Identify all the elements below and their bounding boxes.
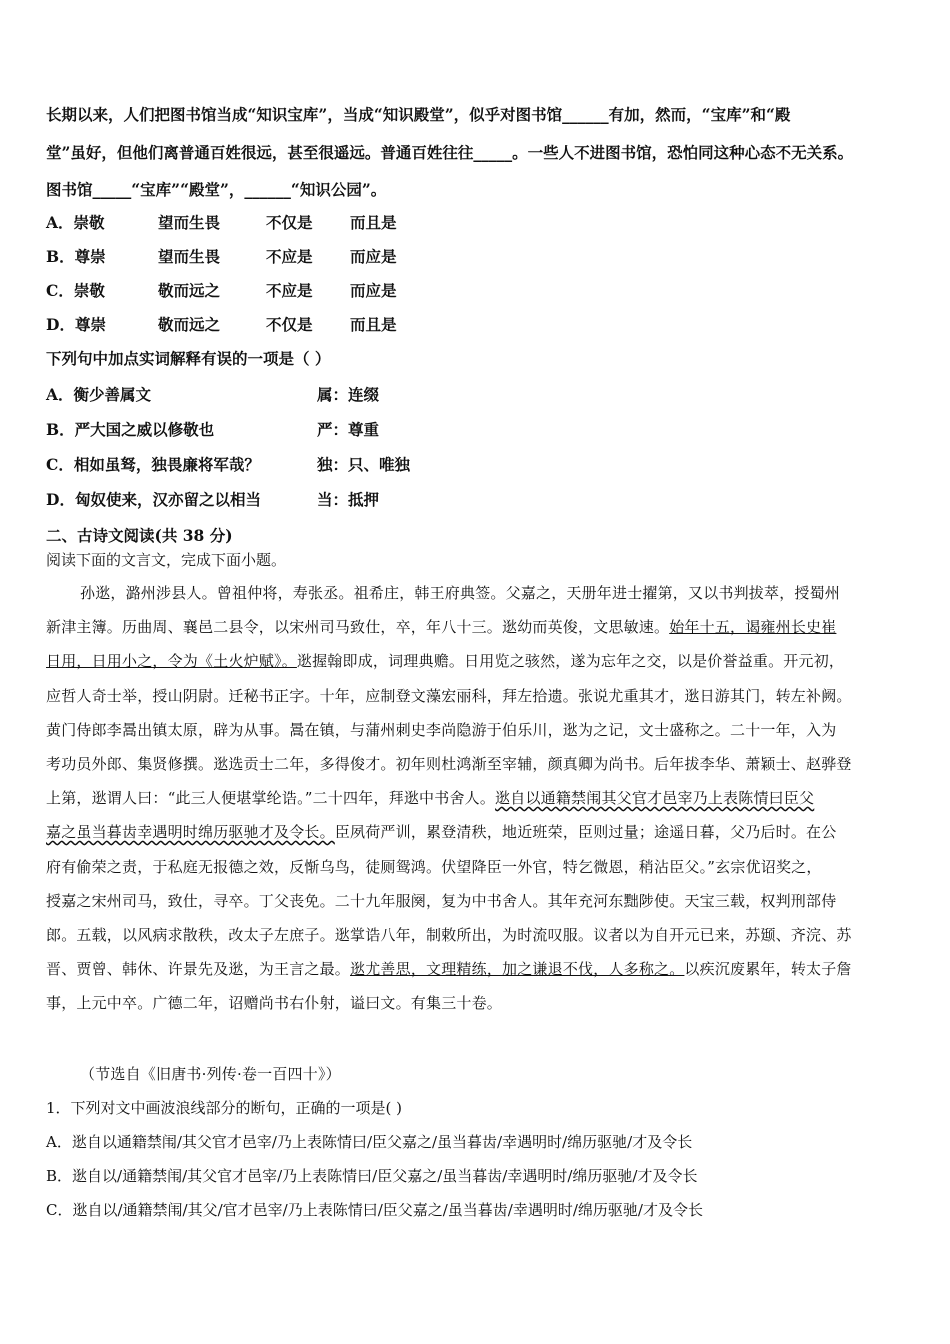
- passage-text: 上第，逖谓人曰：“此三人便堪掌纶诰。”二十四年，拜逖中书舍人。: [46, 789, 496, 807]
- q2-stem: 下列句中加点实词解释有误的一项是（ ）: [46, 349, 331, 368]
- q1-option-word2: 敬而远之: [158, 315, 221, 334]
- passage-line: [46, 890, 836, 911]
- passage-line: [46, 958, 852, 979]
- q1-option-label: C．崇敬: [46, 281, 105, 300]
- q2-option-sentence: A．衡少善属文: [46, 385, 152, 404]
- q2-option-sentence: D．匈奴使来，汉亦留之以相当: [46, 490, 261, 509]
- passage-text: 授嘉之宋州司马，致仕，寻卒。丁父丧免。二十九年服阕，复为中书舍人。其年充河东黜陟使。天宝三载，权判刑部侍: [46, 892, 837, 910]
- passage-line: [46, 787, 814, 808]
- passage-line: [46, 650, 844, 671]
- q1-option-label: B．尊崇: [46, 247, 106, 266]
- q2-option-sentence: B．严大国之威以修敬也: [46, 420, 215, 439]
- answer-option-a: A．逖自以通籍禁闱/其父官才邑宰/乃上表陈情曰/臣父嘉之/虽当暮齿/幸遇明时/绵历驱驰/才及令长: [46, 1133, 693, 1151]
- passage-text: 府有偷荣之责，于私庭无报德之效，反惭乌鸟，徒厕鸳鸿。伏望降臣一外官，特乞微恩，稍沾臣父。”玄宗优诏奖之，: [46, 858, 822, 876]
- answer-option-c: C．逖自以/通籍禁闱/其父/官才邑宰/乃上表陈情曰/臣父嘉之/虽当暮齿/幸遇明时/绵历驱驰/才及令长: [46, 1201, 703, 1219]
- passage-text: 黄门侍郎李暠出镇太原，辟为从事。暠在镇，与蒲州刺史李尚隐游于伯乐川，逖为之记，文士盛称之。二十一年，入为: [46, 721, 837, 739]
- q2-option-c: [46, 453, 546, 475]
- passage-text: 逖握翰即成，词理典赡。日用览之骇然，遂为忘年之交，以是价誉益重。开元初，: [296, 652, 845, 670]
- q1-option-a: [46, 211, 546, 233]
- passage-text: 臣夙荷严训，累登清秩，地近班荣，臣则过量；途遥日暮，父乃后时。在公: [334, 823, 837, 841]
- underlined-sentence: 逖尤善思，文理精练，加之谦退不伐，人多称之。: [350, 960, 685, 978]
- q2-option-meaning: 独：只、唯独: [317, 455, 411, 474]
- q1-option-word4: 而且是: [350, 213, 397, 232]
- underlined-sentence: 始年十五，谒雍州长史崔: [669, 618, 837, 636]
- q1-option-word4: 而应是: [350, 281, 397, 300]
- q1-option-d: [46, 313, 546, 335]
- question-1-stem: 1．下列对文中画波浪线部分的断句，正确的一项是( ): [46, 1099, 403, 1117]
- passage-line: [46, 685, 852, 706]
- q1-option-word2: 望而生畏: [158, 213, 221, 232]
- passage-line: [46, 924, 852, 945]
- q2-option-sentence: C．相如虽驽，独畏廉将军哉？: [46, 455, 260, 474]
- passage-line: [46, 753, 852, 774]
- passage-text: 郎。五载，以风病求散秩，改太子左庶子。逖掌诰八年，制敕所出，为时流叹服。议者以为自开元已来，苏颋、齐浣、苏: [46, 926, 852, 944]
- q1-option-word2: 望而生畏: [158, 247, 221, 266]
- q2-option-meaning: 属：连缀: [317, 385, 380, 404]
- wavy-underlined-sentence: 逖自以通籍禁闱其父官才邑宰乃上表陈情曰臣父: [495, 789, 815, 807]
- q1-line-1: 长期以来，人们把图书馆当成“知识宝库”，当成“知识殿堂”，似乎对图书馆______有加，然而，“宝库”和“殿: [46, 105, 791, 124]
- passage-line: [46, 719, 836, 740]
- q2-option-meaning: 严：尊重: [317, 420, 380, 439]
- q1-option-b: [46, 245, 546, 267]
- passage-line: [80, 582, 840, 603]
- q1-option-label: A．崇敬: [46, 213, 105, 232]
- q1-line-2: 堂”虽好，但他们离普通百姓很远，甚至很遥远。普通百姓往往_____。一些人不进图书馆，恐怕同这种心态不无关系。: [46, 143, 854, 162]
- q1-option-word3: 不仅是: [266, 315, 313, 334]
- q2-option-meaning: 当：抵押: [317, 490, 380, 509]
- wavy-underlined-sentence: 嘉之虽当暮齿幸遇明时绵历驱驰才及令长。: [46, 823, 335, 841]
- underlined-sentence: 日用，日用小之，令为《土火炉赋》。: [46, 652, 297, 670]
- q2-option-d: [46, 488, 546, 510]
- passage-line: [46, 856, 822, 877]
- passage-text: 新津主簿。历曲周、襄邑二县令，以宋州司马致仕，卒，年八十三。逖幼而英俊，文思敏速。: [46, 618, 670, 636]
- passage-text: 孙逖，潞州涉县人。曾祖仲将，寿张丞。祖希庄，韩王府典签。父嘉之，天册年进士擢第，又以书判拔萃，授蜀州: [80, 584, 841, 602]
- q1-option-c: [46, 279, 546, 301]
- q1-option-label: D．尊崇: [46, 315, 106, 334]
- passage-line: [46, 616, 836, 637]
- q1-option-word3: 不仅是: [266, 213, 313, 232]
- q1-option-word4: 而且是: [350, 315, 397, 334]
- passage-text: 晋、贾曾、韩休、许景先及逖，为王言之最。: [46, 960, 351, 978]
- answer-option-b: B．逖自以/通籍禁闱/其父官才邑宰/乃上表陈情曰/臣父嘉之/虽当暮齿/幸遇明时/绵历驱驰/才及令长: [46, 1167, 698, 1185]
- q1-option-word3: 不应是: [266, 281, 313, 300]
- passage-text: 以疾沉废累年，转太子詹: [684, 960, 852, 978]
- q1-line-3: 图书馆_____“宝库”“殿堂”，______“知识公园”。: [46, 180, 387, 199]
- q2-option-a: [46, 383, 546, 405]
- q2-option-b: [46, 418, 546, 440]
- reading-instruction: 阅读下面的文言文，完成下面小题。: [46, 551, 287, 569]
- q1-option-word4: 而应是: [350, 247, 397, 266]
- q1-option-word3: 不应是: [266, 247, 313, 266]
- passage-text: 应哲人奇士举，授山阴尉。迁秘书正字。十年，应制登文藻宏丽科，拜左拾遗。张说尤重其才，逖日游其门，转左补阙。: [46, 687, 852, 705]
- passage-source: （节选自《旧唐书·列传·卷一百四十》）: [80, 1065, 341, 1083]
- passage-text: 考功员外郎、集贤修撰。逖选贡士二年，多得俊才。初年则杜鸿渐至宰辅，颜真卿为尚书。后年拔李华、萧颖士、赵骅登: [46, 755, 852, 773]
- passage-line: [46, 992, 502, 1013]
- q1-option-word2: 敬而远之: [158, 281, 221, 300]
- passage-text: 事，上元中卒。广德二年，诏赠尚书右仆射，谥曰文。有集三十卷。: [46, 994, 503, 1012]
- section-heading: 二、古诗文阅读(共 38 分): [46, 526, 233, 545]
- passage-line: [46, 821, 836, 842]
